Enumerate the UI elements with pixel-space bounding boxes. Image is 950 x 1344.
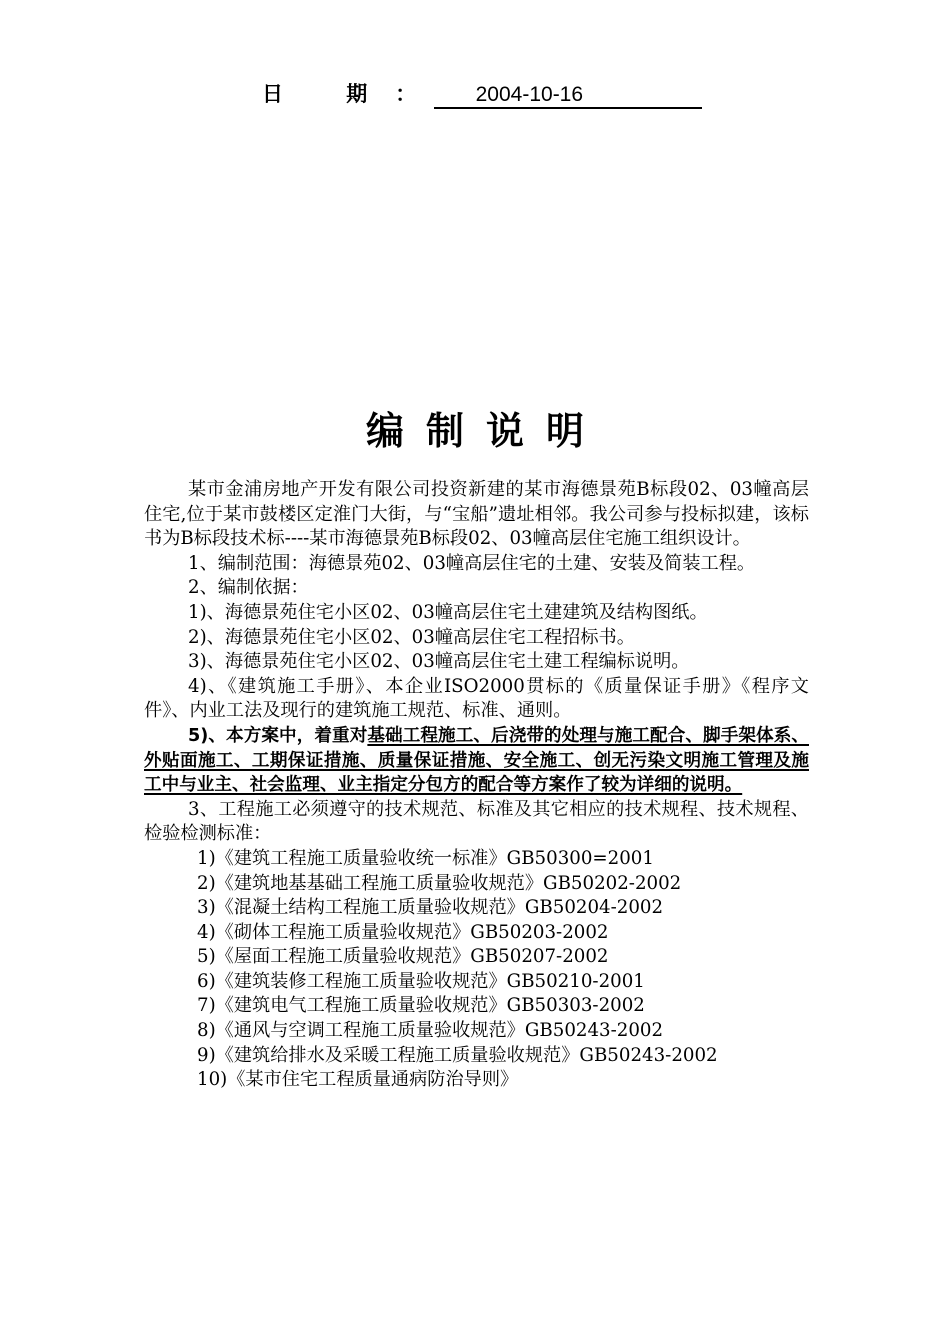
- basis-heading: 2、编制依据：: [188, 577, 309, 599]
- intro-paragraph: 某市金浦房地产开发有限公司投资新建的某市海德景苑B标段02、03幢高层住宅,位于某市鼓楼区定淮门大街，与“宝船”遗址相邻。我公司参与投标拟建，该标书为B标段技术标----某市海德景苑B标段02、03幢高层住宅施工组织设计。: [144, 479, 809, 550]
- date-label: 日 期：: [262, 82, 445, 106]
- standard-item: 10)《某市住宅工程质量通病防治导则》: [197, 1069, 519, 1091]
- date-line: [262, 78, 702, 109]
- basis-item-3: 3)、海德景苑住宅小区02、03幢高层住宅土建工程编标说明。: [188, 651, 690, 673]
- basis-item-1: 1)、海德景苑住宅小区02、03幢高层住宅土建建筑及结构图纸。: [188, 601, 708, 623]
- standard-item: 3)《混凝土结构工程施工质量验收规范》GB50204-2002: [197, 897, 664, 919]
- document-title: 编制说明: [365, 408, 606, 453]
- standard-item: 2)《建筑地基基础工程施工质量验收规范》GB50202-2002: [197, 872, 682, 894]
- standard-item: 1)《建筑工程施工质量验收统一标准》GB50300=2001: [197, 847, 654, 869]
- document-body: [144, 478, 809, 1093]
- standard-item: 6)《建筑装修工程施工质量验收规范》GB50210-2001: [197, 970, 645, 992]
- basis-item-5-prefix: 5)、本方案中，着重对: [188, 725, 368, 746]
- scope-paragraph: 1、编制范围：海德景苑02、03幢高层住宅的土建、安装及简装工程。: [188, 552, 756, 574]
- standard-item: 8)《通风与空调工程施工质量验收规范》GB50243-2002: [197, 1020, 664, 1042]
- date-value: 2004-10-16: [434, 83, 702, 109]
- basis-item-2: 2)、海德景苑住宅小区02、03幢高层住宅工程招标书。: [188, 626, 635, 648]
- standards-heading: 3、工程施工必须遵守的技术规范、标准及其它相应的技术规程、技术规程、检验检测标准：: [144, 798, 809, 845]
- standard-item: 5)《屋面工程施工质量验收规范》GB50207-2002: [197, 946, 609, 968]
- basis-item-5: [144, 724, 809, 798]
- basis-item-4: 4)、《建筑施工手册》、本企业ISO2000贯标的《质量保证手册》《程序文件》、内业工法及现行的建筑施工规范、标准、通则。: [144, 675, 809, 722]
- basis-item-5-emphasis: 基础工程施工、后浇带的处理与施工配合、脚手架体系、外贴面施工、工期保证措施、质量保证措施、安全施工、创无污染文明施工管理及施工中与业主、社会监理、业主指定分包方的配合等方案作了较为详细的说明。: [144, 725, 809, 796]
- standard-item: 7)《建筑电气工程施工质量验收规范》GB50303-2002: [197, 995, 645, 1017]
- standard-item: 9)《建筑给排水及采暖工程施工质量验收规范》GB50243-2002: [197, 1044, 718, 1066]
- standard-item: 4)《砌体工程施工质量验收规范》GB50203-2002: [197, 921, 609, 943]
